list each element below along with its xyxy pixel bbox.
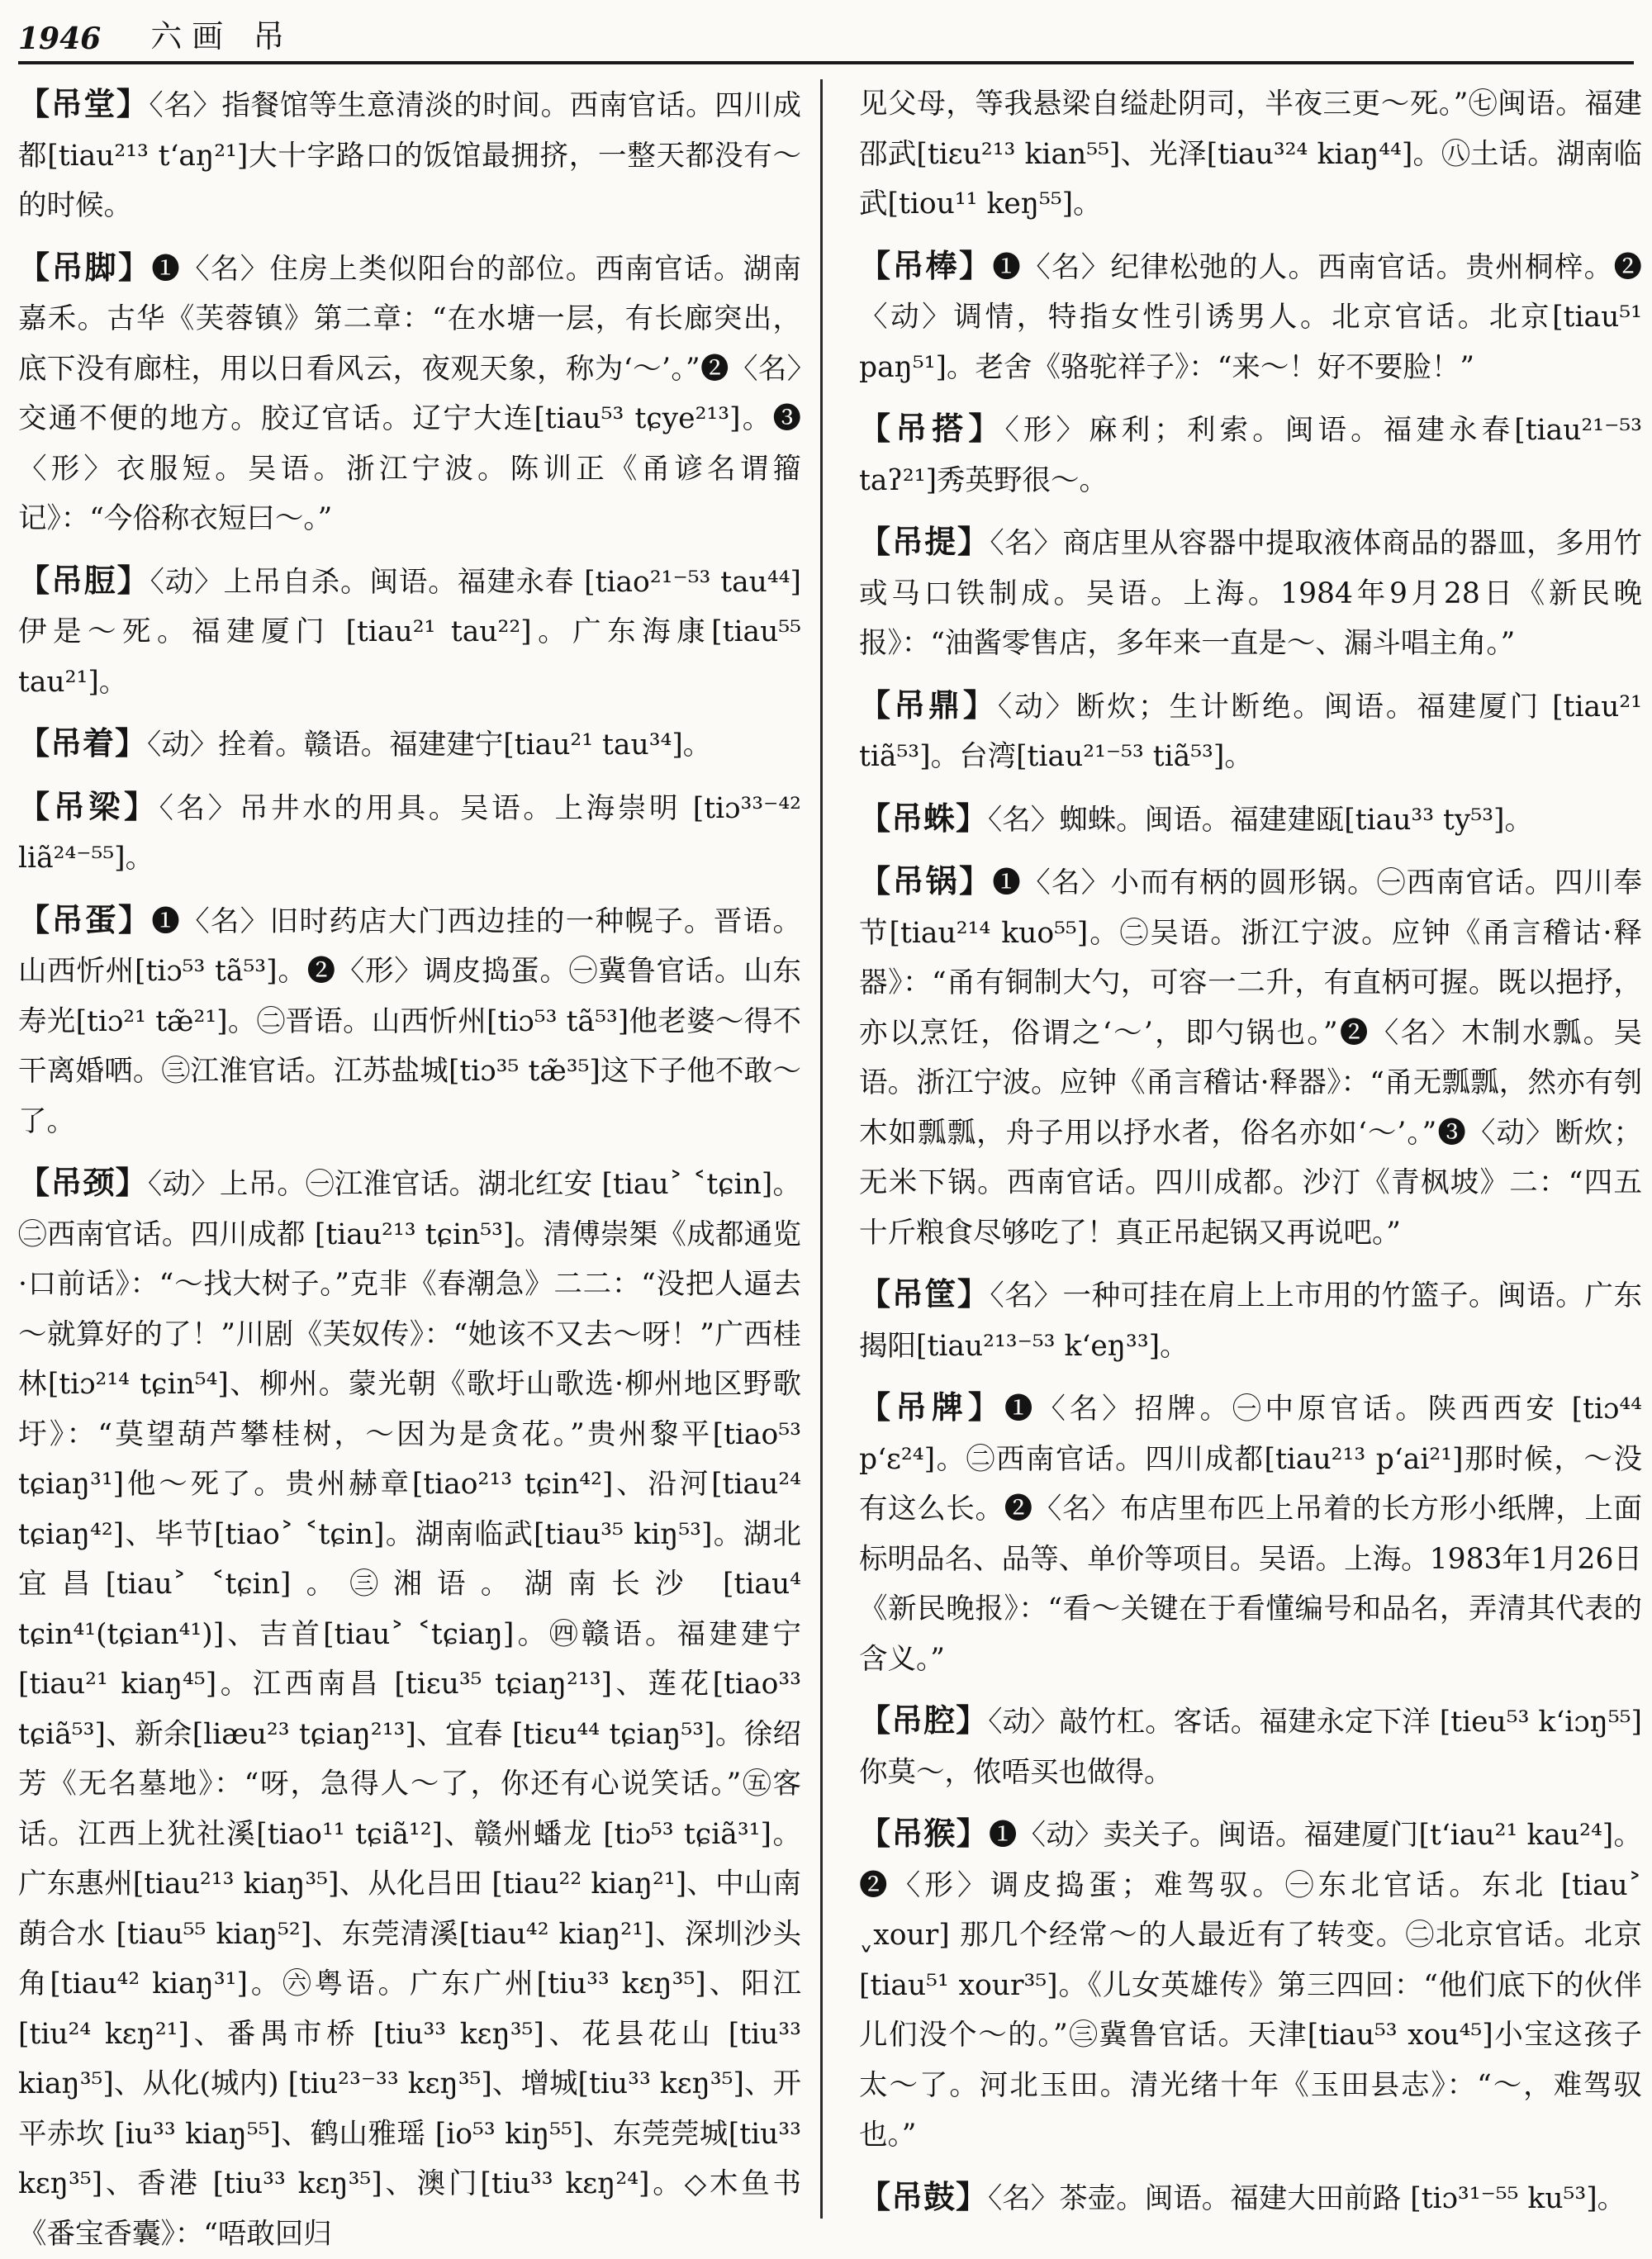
entry-headword: 【吊颈】 (18, 1164, 148, 1201)
entry-headword: 【吊梁】 (18, 787, 159, 825)
dictionary-entry (859, 517, 1642, 669)
dictionary-entry (859, 1696, 1642, 1797)
dictionary-entry (18, 719, 801, 771)
dictionary-entry (18, 782, 801, 884)
dictionary-entry (18, 79, 801, 231)
entry-definition: 〈动〉敲竹杠。客话。福建永定下洋 [tieu⁵³ kʻiɔŋ⁵⁵]你莫～，侬唔买也做得。 (859, 1706, 1642, 1789)
entry-headword: 【吊棒】 (859, 246, 993, 284)
entry-headword: 【吊鼓】 (859, 2177, 989, 2215)
entry-definition: 〈形〉麻利；利索。闽语。福建永春[tiau²¹⁻⁵³ taʔ²¹]秀英野很～。 (859, 414, 1642, 497)
dictionary-entry (859, 1383, 1642, 1684)
dictionary-entry (859, 681, 1642, 782)
entry-definition: 〈名〉蜘蛛。闽语。福建建瓯[tiau³³ ty⁵³]。 (988, 803, 1534, 837)
entry-headword: 【吊蛛】 (859, 799, 989, 837)
entry-definition: ❶〈名〉旧时药店大门西边挂的一种幌子。晋语。山西忻州[tiɔ⁵³ tã⁵³]。❷〈形〉调皮捣蛋。㊀冀鲁官话。山东寿光[tiɔ²¹ tæ̃²¹]。㊁晋语。山西忻州[tiɔ⁵³ tã⁵³]他老婆～得不干离婚哂。㊂江淮官话。江苏盐城[tiɔ³⁵ tæ̃³⁵]这下子他不敢～了。 (18, 904, 801, 1138)
entry-definition: ❶〈名〉小而有柄的圆形锅。㊀西南官话。四川奉节[tiau²¹⁴ kuo⁵⁵]。㊁吴语。浙江宁波。应钟《甬言稽诂·释器》：“甬有铜制大勺，可容一二升，有直柄可握。既以挹抒，亦以烹饪，俗谓之‘～’，即勺锅也。”❷〈名〉木制水瓢。吴语。浙江宁波。应钟《甬言稽诂·释器》：“甬无瓢瓢，然亦有刳木如瓢瓢，舟子用以抒水者，俗名亦如‘～’。”❸〈动〉断炊；无米下锅。西南官话。四川成都。沙汀《青枫坡》二：“四五十斤粮食尽够吃了！真正吊起锅又再说吧。” (859, 866, 1642, 1250)
entry-headword: 【吊脰】 (18, 561, 150, 599)
entry-headword: 【吊锅】 (859, 862, 993, 899)
dictionary-entry (859, 241, 1642, 393)
entry-definition: ❶〈名〉纪律松弛的人。西南官话。贵州桐梓。❷〈动〉调情，特指女性引诱男人。北京官话。北京[tiau⁵¹ paŋ⁵¹]。老舍《骆驼祥子》：“来～！好不要脸！” (859, 250, 1642, 384)
dictionary-entry (859, 1270, 1642, 1371)
entry-definition: 〈名〉吊井水的用具。吴语。上海崇明 [tiɔ³³⁻⁴² liã²⁴⁻⁵⁵]。 (18, 791, 801, 875)
entry-headword: 【吊蛋】 (18, 900, 152, 938)
right-column (859, 79, 1642, 2219)
entry-definition: 〈动〉上吊。㊀江淮官话。湖北红安 [tiau˃ ˂tɕin]。㊁西南官话。四川成都 [tiau²¹³ tɕin⁵³]。清傅崇榘《成都通览·口前话》：“～找大树子。”克非《春潮急》二二：“没把人逼去～就算好的了！”川剧《芙奴传》：“她该不又去～呀！”广西桂林[tiɔ²¹⁴ tɕin⁵⁴]、柳州。蒙光朝《歌圩山歌选·柳州地区野歌圩》：“莫望葫芦攀桂树，～因为是贪花。”贵州黎平[tiao⁵³ tɕiaŋ³¹]他～死了。贵州赫章[tiao²¹³ tɕin⁴²]、沿河[tiau²⁴ tɕiaŋ⁴²]、毕节[tiao˃ ˂tɕin]。湖南临武[tiau³⁵ kiŋ⁵³]。湖北宜昌[tiau˃ ˂tɕin]。㊂湘语。湖南长沙 [tiau⁴ tɕin⁴¹(tɕian⁴¹)]、吉首[tiau˃ ˂tɕiaŋ]。㊃赣语。福建建宁[tiau²¹ kiaŋ⁴⁵]。江西南昌 [tiɛu³⁵ tɕiaŋ²¹³]、莲花[tiao³³ tɕiã⁵³]、新余[liæu²³ tɕiaŋ²¹³]、宜春 [tiɛu⁴⁴ tɕiaŋ⁵³]。徐绍芳《无名墓地》：“呀，急得人～了，你还有心说笑话。”㊄客话。江西上犹社溪[tiao¹¹ tɕiã¹²]、赣州蟠龙 [tiɔ⁵³ tɕiã³¹]。广东惠州[tiau²¹³ kiaŋ³⁵]、从化吕田 [tiau²² kiaŋ²¹]、中山南蓢合水 [tiau⁵⁵ kiaŋ⁵²]、东莞清溪[tiau⁴² kiaŋ²¹]、深圳沙头角[tiau⁴² kiaŋ³¹]。㊅粤语。广东广州[tiu³³ kɛŋ³⁵]、阳江[tiu²⁴ kɛŋ²¹]、番禺市桥 [tiu³³ kɛŋ³⁵]、花县花山 [tiu³³ kiaŋ³⁵]、从化(城内) [tiu²³⁻³³ kɛŋ³⁵]、增城[tiu³³ kɛŋ³⁵]、开平赤坎 [iu³³ kiaŋ⁵⁵]、鹤山雅瑶 [io⁵³ kiŋ⁵⁵]、东莞莞城[tiu³³ kɛŋ³⁵]、香港 [tiu³³ kɛŋ³⁵]、澳门[tiu³³ kɛŋ²⁴]。◇木鱼书《番宝香囊》：“唔敢回归 (18, 1168, 801, 2251)
entry-definition: ❶〈名〉招牌。㊀中原官话。陕西西安 [tiɔ⁴⁴ pʻɛ²⁴]。㊁西南官话。四川成都[tiau²¹³ pʻai²¹]那时候，～没有这么长。❷〈名〉布店里布匹上吊着的长方形小纸牌，上面标明品名、品等、单价等项目。吴语。上海。1983年1月26日《新民晚报》：“看～关键在于看懂编号和品名，弄清其代表的含义。” (859, 1393, 1642, 1676)
entry-definition: ❶〈动〉卖关子。闽语。福建厦门[tʻiau²¹ kau²⁴]。❷〈形〉调皮捣蛋；难驾驭。㊀东北官话。东北 [tiau˃ ˬxour] 那几个经常～的人最近有了转变。㊁北京官话。北京 [tiau⁵¹ xour³⁵]。《儿女英雄传》第三四回：“他们底下的伙伴儿们没个～的。”㊂冀鲁官话。天津[tiau⁵³ xou⁴⁵]小宝这孩子太～了。河北玉田。清光绪十年《玉田县志》：“～，难驾驭也。” (859, 1819, 1642, 2152)
entry-definition: 〈动〉上吊自杀。闽语。福建永春 [tiao²¹⁻⁵³ tau⁴⁴]伊是～死。福建厦门 [tiau²¹ tau²²]。广东海康[tiau⁵⁵ tau²¹]。 (18, 565, 801, 699)
entry-headword: 【吊着】 (18, 724, 148, 762)
page-header (18, 18, 1634, 64)
dictionary-entry (859, 2172, 1642, 2224)
dictionary-entry (18, 243, 801, 544)
dictionary-entry (859, 404, 1642, 505)
dictionary-entry (859, 79, 1642, 230)
entry-definition: 〈动〉断炊；生计断绝。闽语。福建厦门 [tiau²¹ tiã⁵³]。台湾[tiau²¹⁻⁵³ tiã⁵³]。 (859, 690, 1642, 773)
entry-definition: 见父母，等我悬梁自缢赴阴司，半夜三更～死。”㊆闽语。福建邵武[tiɛu²¹³ kian⁵⁵]、光泽[tiau³²⁴ kiaŋ⁴⁴]。㊇土话。湖南临武[tiou¹¹ keŋ⁵⁵]。 (859, 88, 1642, 221)
entry-headword: 【吊脚】 (18, 248, 152, 286)
dictionary-entry (859, 857, 1642, 1258)
entry-definition: 〈动〉拴着。赣语。福建建宁[tiau²¹ tau³⁴]。 (147, 728, 712, 762)
left-column (18, 79, 801, 2251)
entry-headword: 【吊猴】 (859, 1815, 989, 1852)
entry-definition: 〈名〉指餐馆等生意清淡的时间。西南官话。四川成都[tiau²¹³ tʻaŋ²¹]大十字路口的饭馆最拥挤，一整天都没有～的时候。 (18, 89, 801, 222)
entry-headword: 【吊筐】 (859, 1275, 990, 1312)
dictionary-entry (18, 895, 801, 1147)
entry-definition: 〈名〉一种可挂在肩上上市用的竹篮子。闽语。广东揭阳[tiau²¹³⁻⁵³ kʻeŋ³³]。 (859, 1279, 1642, 1363)
dictionary-entry (859, 1809, 1642, 2161)
entry-definition: 〈名〉茶壶。闽语。福建大田前路 [tiɔ³¹⁻⁵⁵ ku⁵³]。 (988, 2181, 1626, 2215)
dictionary-entry (859, 794, 1642, 846)
dictionary-entry (18, 556, 801, 708)
entry-headword: 【吊腔】 (859, 1701, 989, 1739)
entry-headword: 【吊鼎】 (859, 686, 998, 724)
page-running-title: 六画 吊 (150, 18, 295, 55)
entry-headword: 【吊堂】 (18, 85, 150, 122)
entry-definition: ❶〈名〉住房上类似阳台的部位。西南官话。湖南嘉禾。古华《芙蓉镇》第二章：“在水塘一层，有长廊突出，底下没有廊柱，用以日看风云，夜观天象，称为‘～’。”❷〈名〉交通不便的地方。胶辽官话。辽宁大连[tiau⁵³ tɕye²¹³]。❸〈形〉衣服短。吴语。浙江宁波。陈训正《甬谚名谓籀记》：“今俗称衣短曰～。” (18, 252, 801, 535)
entry-headword: 【吊牌】 (859, 1388, 1004, 1426)
page-number: 1946 (18, 21, 102, 56)
entry-definition: 〈名〉商店里从容器中提取液体商品的器皿，多用竹或马口铁制成。吴语。上海。1984年9月28日《新民晚报》：“油酱零售店，多年来一直是～、漏斗唱主角。” (859, 527, 1642, 660)
column-divider (820, 79, 823, 2219)
entry-headword: 【吊提】 (859, 523, 990, 560)
entry-headword: 【吊搭】 (859, 410, 1005, 447)
dictionary-entry (18, 1158, 801, 2259)
